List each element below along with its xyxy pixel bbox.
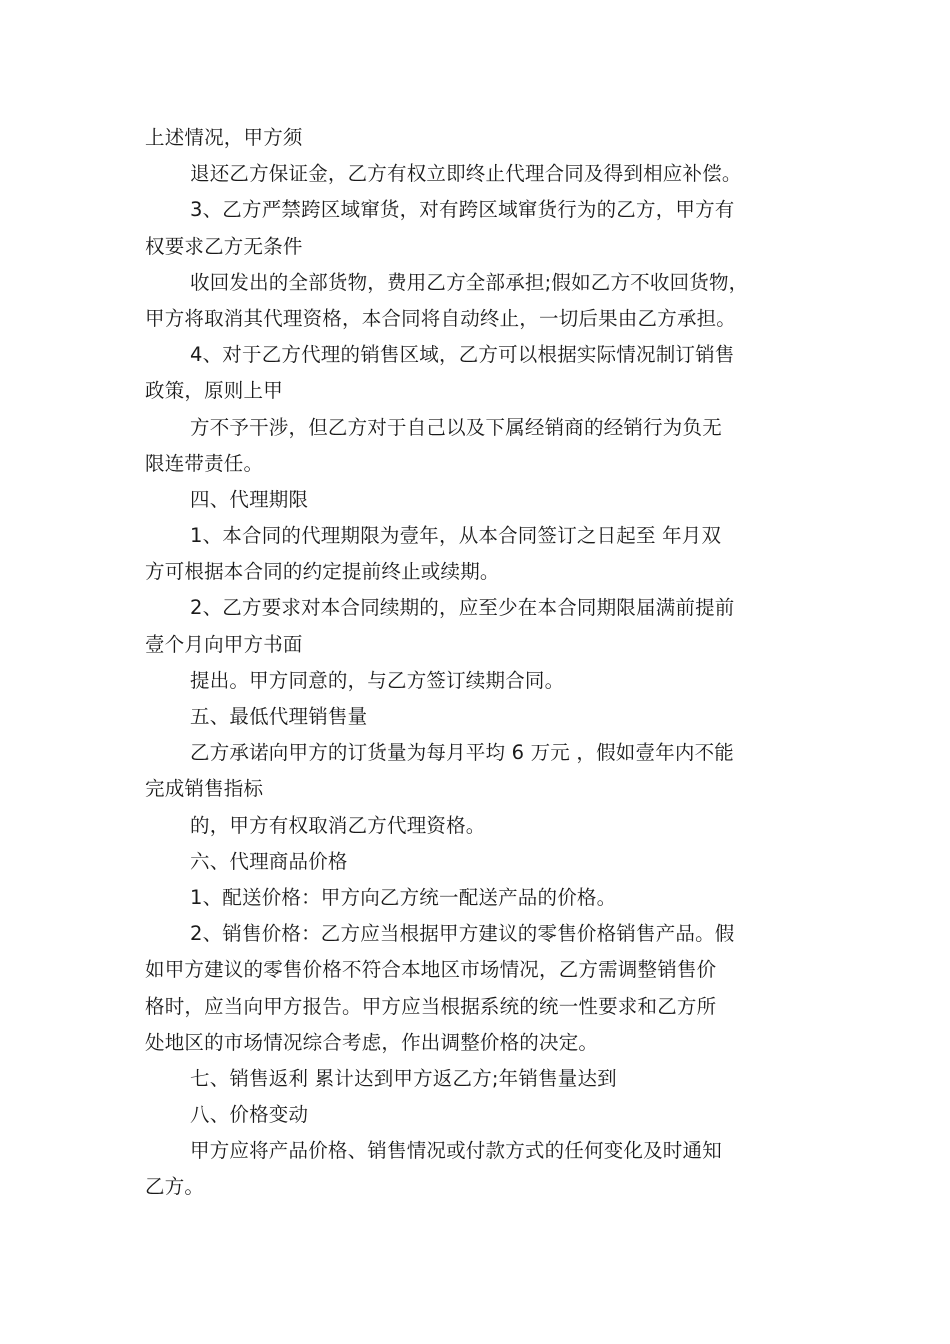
text-line: 完成销售指标 [145,777,264,801]
text-line: 政策，原则上甲 [145,379,283,403]
text-line: 的，甲方有权取消乙方代理资格。 [190,813,486,837]
text-line: 乙方。 [145,1175,205,1199]
section-heading: 八、价格变动 [190,1103,309,1127]
text-line: 上述情况，甲方须 [145,126,303,149]
document-body [145,120,825,1206]
text-line: 权要求乙方无条件 [145,234,303,258]
text-line: 2、乙方要求对本合同续期的，应至少在本合同期限届满前提前 [190,596,735,620]
text-line: 提出。甲方同意的，与乙方签订续期合同。 [190,668,565,692]
section-heading: 六、代理商品价格 [190,849,348,873]
text-line: 1、配送价格：甲方向乙方统一配送产品的价格。 [190,885,617,909]
text-line: 限连带责任。 [145,451,264,475]
section-heading: 五、最低代理销售量 [190,705,368,728]
text-line: 退还乙方保证金，乙方有权立即终止代理合同及得到相应补偿。 [190,162,742,186]
section-heading: 四、代理期限 [190,487,309,511]
section-heading: 七、销售返利 累计达到甲方返乙方;年销售量达到 [190,1066,617,1090]
text-line: 3、乙方严禁跨区域窜货，对有跨区域窜货行为的乙方，甲方有 [190,198,735,222]
text-line: 甲方应将产品价格、销售情况或付款方式的任何变化及时通知 [190,1139,722,1163]
text-line: 壹个月向甲方书面 [145,632,303,656]
text-line: 收回发出的全部货物，费用乙方全部承担;假如乙方不收回货物， [190,270,749,294]
text-line: 格时，应当向甲方报告。甲方应当根据系统的统一性要求和乙方所 [145,994,717,1018]
text-line: 方不予干涉，但乙方对于自己以及下属经销商的经销行为负无 [190,415,722,439]
text-line: 4、对于乙方代理的销售区域，乙方可以根据实际情况制订销售 [190,343,735,367]
text-line: 2、销售价格：乙方应当根据甲方建议的零售价格销售产品。假 [190,922,735,946]
text-line: 如甲方建议的零售价格不符合本地区市场情况，乙方需调整销售价 [145,958,717,982]
text-line: 处地区的市场情况综合考虑，作出调整价格的决定。 [145,1030,599,1054]
text-line: 方可根据本合同的约定提前终止或续期。 [145,560,500,584]
text-line: 乙方承诺向甲方的订货量为每月平均 6 万元 ，假如壹年内不能 [190,741,735,765]
text-line: 1、本合同的代理期限为壹年，从本合同签订之日起至 年月双 [190,524,722,548]
text-line: 甲方将取消其代理资格，本合同将自动终止，一切后果由乙方承担。 [145,306,737,330]
